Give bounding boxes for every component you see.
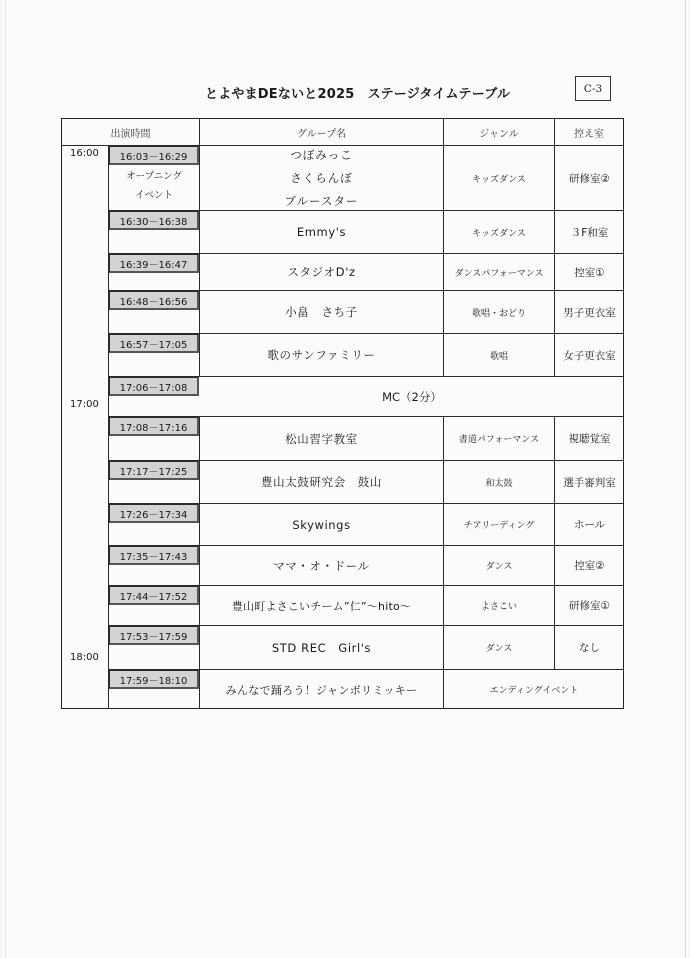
room-cell: なし xyxy=(579,642,600,654)
group-name: ママ・オ・ドール xyxy=(273,558,370,573)
time-badge: 17:35－17:43 xyxy=(109,546,199,565)
opening-label xyxy=(109,167,199,205)
group-name: つぼみっこ xyxy=(290,148,353,162)
group-name: 豊山町よさこいチーム”仁”～hito～ xyxy=(231,599,412,613)
group-name: みんなで踊ろう！ジャンボリミッキー xyxy=(225,683,418,697)
mc-cell: MC（2分） xyxy=(382,389,442,404)
genre-cell: キッズダンス xyxy=(472,228,526,239)
document-title: とよやまDEないと2025 ステージタイムテーブル xyxy=(205,87,511,102)
group-name: 小畠 さち子 xyxy=(285,305,358,319)
room-cell: 控室② xyxy=(574,560,605,572)
room-cell: 男子更衣室 xyxy=(563,306,616,319)
genre-cell: ダンス xyxy=(485,562,513,572)
header-time: 出演時間 xyxy=(110,128,151,140)
opening-label-line1: オープニング xyxy=(126,171,182,182)
time-badge: 17:53－17:59 xyxy=(109,626,199,645)
clock-mark-1600: 16:00 xyxy=(70,148,99,159)
room-cell: 研修室② xyxy=(569,172,610,185)
group-name: ブルースター xyxy=(284,194,359,208)
room-cell: ３F和室 xyxy=(570,226,609,239)
group-name: 松山習字教室 xyxy=(285,431,358,446)
header-group: グループ名 xyxy=(296,128,347,140)
time-badge: 16:03－16:29 xyxy=(109,146,199,165)
document-code-box: C-3 xyxy=(575,76,611,101)
group-name: 豊山太鼓研究会 鼓山 xyxy=(261,475,382,489)
room-cell: 女子更衣室 xyxy=(563,349,616,362)
time-badge: 16:39－16:47 xyxy=(109,254,199,273)
group-name: 歌のサンファミリー xyxy=(267,348,376,362)
room-cell: ホール xyxy=(573,519,606,531)
genre-cell: 歌唱 xyxy=(489,351,508,362)
clock-mark-1800: 18:00 xyxy=(70,652,99,663)
genre-cell: 和太鼓 xyxy=(485,478,513,489)
opening-label-line2: イベント xyxy=(134,190,173,201)
paper-edge-left xyxy=(5,0,6,958)
paper-edge-right xyxy=(685,0,686,958)
time-badge: 16:30－16:38 xyxy=(109,211,199,230)
genre-cell: 書道パフォーマンス xyxy=(458,435,540,445)
group-name: STD REC Girl's xyxy=(271,640,372,655)
time-badge: 17:06－17:08 xyxy=(109,377,199,396)
timetable xyxy=(61,118,624,709)
room-cell: 研修室① xyxy=(569,600,610,612)
group-name: スタジオD'z xyxy=(287,265,356,279)
clock-mark-1700: 17:00 xyxy=(70,399,99,410)
genre-cell: ダンス xyxy=(485,644,513,654)
group-name: Emmy's xyxy=(296,225,347,239)
header-room: 控え室 xyxy=(574,128,604,140)
time-badge: 16:57－17:05 xyxy=(109,334,199,353)
room-cell: 視聴覚室 xyxy=(568,433,611,445)
time-badge: 16:48－16:56 xyxy=(109,291,199,310)
time-badge: 17:59－18:10 xyxy=(109,670,199,689)
room-cell: 控室① xyxy=(574,266,605,279)
header-genre: ジャンル xyxy=(479,128,519,140)
ending-event-cell: エンディングイベント xyxy=(489,686,579,696)
time-badge: 17:17－17:25 xyxy=(109,461,199,480)
group-name: Skywings xyxy=(292,517,351,532)
genre-cell: よさこい xyxy=(480,602,517,612)
opening-groups xyxy=(200,146,443,210)
group-name: さくらんぼ xyxy=(290,171,353,185)
genre-cell: ダンスパフォーマンス xyxy=(454,268,544,279)
genre-cell: 歌唱・おどり xyxy=(471,308,526,319)
time-badge: 17:44－17:52 xyxy=(109,586,199,605)
time-badge: 17:26－17:34 xyxy=(109,504,199,523)
genre-cell: キッズダンス xyxy=(472,174,526,185)
room-cell: 選手審判室 xyxy=(563,476,616,489)
genre-cell: チアリーディング xyxy=(463,521,535,531)
time-badge: 17:08－17:16 xyxy=(109,417,199,436)
